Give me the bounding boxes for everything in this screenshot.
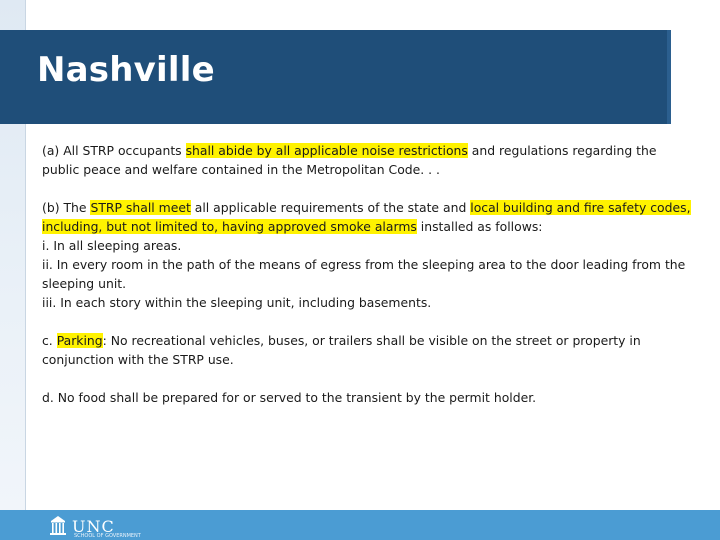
paragraph-a-text-1: (a) All STRP occupants [42,143,186,158]
old-well-icon [48,515,68,537]
paragraph-b-text-1: (b) The [42,200,91,215]
page-title: Nashville [37,50,215,90]
list-item-ii: ii. In every room in the path of the means of egress from the sleeping area to the door leading from the sleeping unit. [42,257,686,291]
logo-subtext: SCHOOL OF GOVERNMENT [74,533,141,539]
list-item-i: i. In all sleeping areas. [42,238,182,253]
paragraph-a [42,141,692,179]
paragraph-d-text-1: d. No food shall be prepared for or served to the transient by the permit holder. [42,390,537,405]
unc-logo [48,515,141,539]
highlight-strp-shall-meet: STRP shall meet [90,200,191,215]
list-item-iii: iii. In each story within the sleeping unit, including basements. [42,295,432,310]
slide-body [42,141,692,426]
paragraph-c [42,331,692,369]
logo-text: UNC [72,516,115,536]
paragraph-c-text-2: : No recreational vehicles, buses, or trailers shall be visible on the street or property in conjunction with the STRP use. [42,333,641,367]
paragraph-b [42,198,692,312]
paragraph-d [42,388,692,407]
paragraph-b-text-3: installed as follows: [416,219,543,234]
highlight-noise-restrictions: shall abide by all applicable noise restrictions [185,143,468,158]
highlight-parking: Parking [56,333,103,348]
paragraph-c-text-1: c. [42,333,57,348]
paragraph-b-text-2: all applicable requirements of the state and [190,200,471,215]
title-bar-edge [667,30,671,124]
highlight-building-fire-codes: local building and fire safety codes, including, but not limited to, having approved smoke alarms [42,200,691,234]
paragraph-a-text-2: and regulations regarding the public peace and welfare contained in the Metropolitan Code. . . [42,143,657,177]
